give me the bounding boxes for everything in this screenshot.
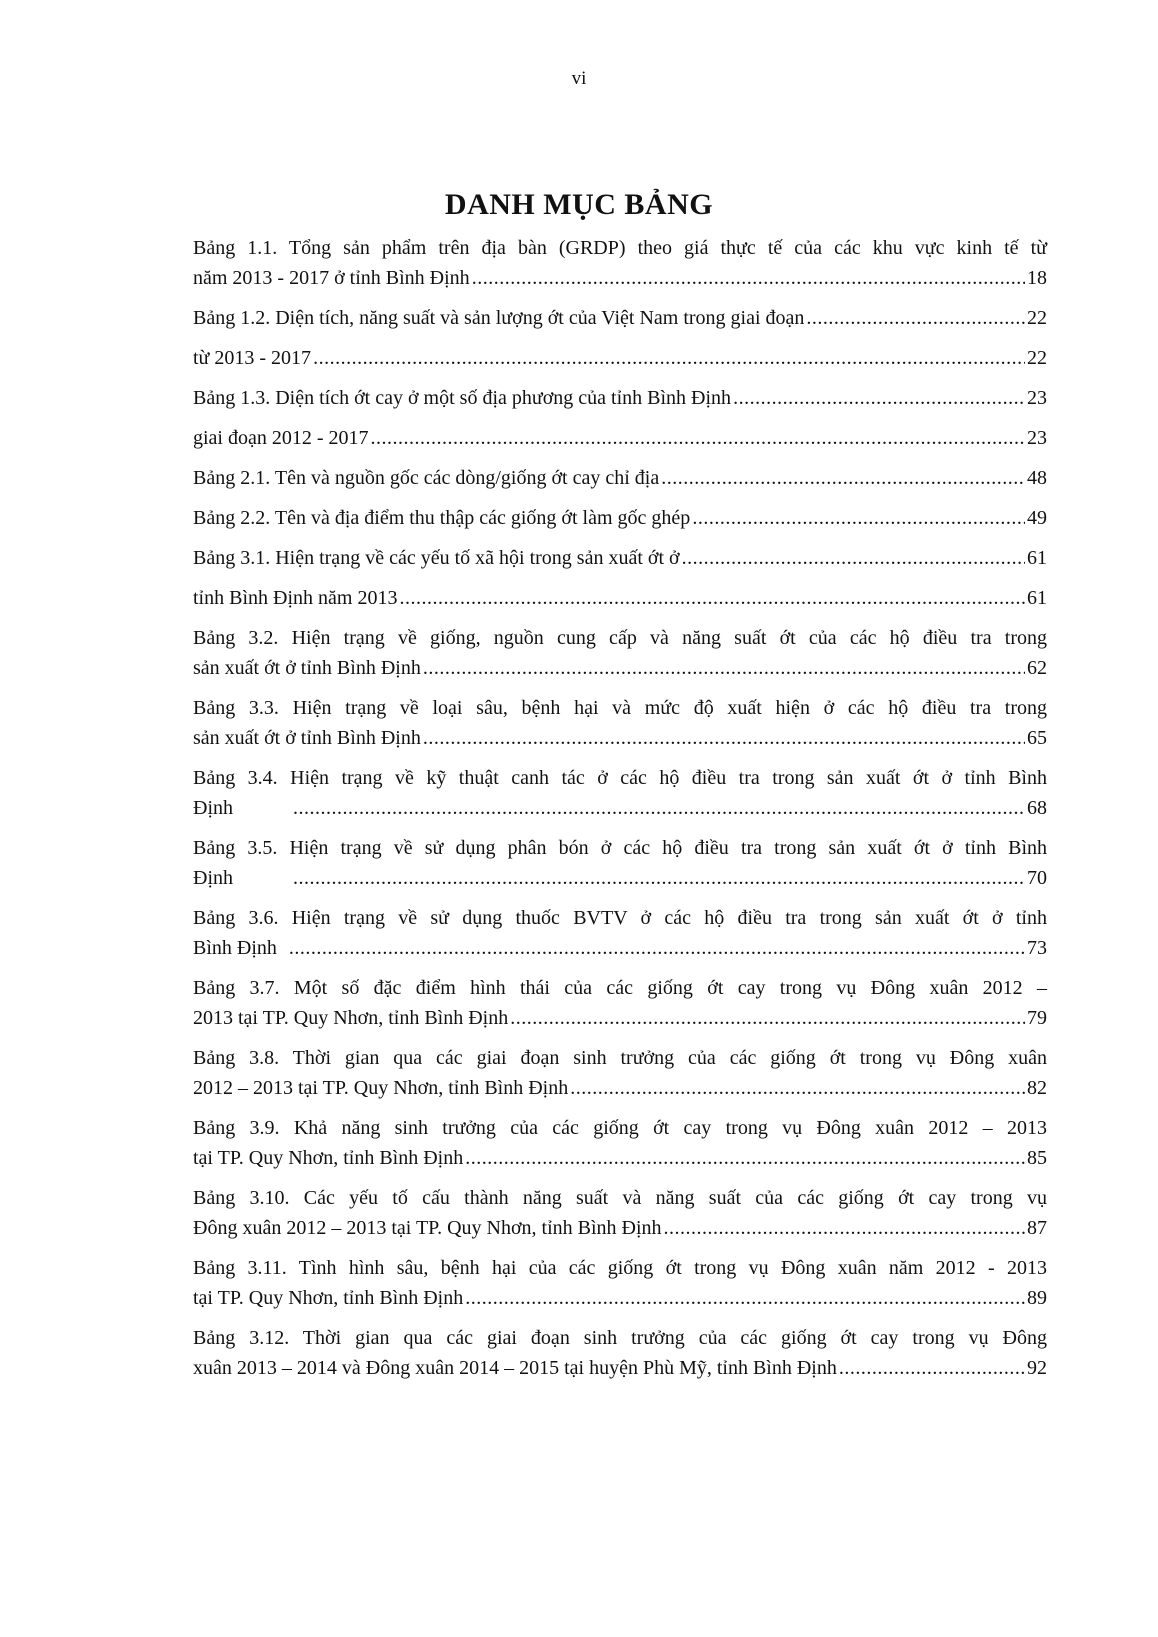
toc-entry-page: 92 <box>1027 1357 1047 1379</box>
toc-entry-page: 48 <box>1027 467 1047 489</box>
toc-entry-page: 22 <box>1027 347 1047 369</box>
toc-entry-title: Bảng 3.10. Các yếu tố cấu thành năng suất và năng suất của các giống ớt cay trong vụ <box>193 1187 1047 1209</box>
toc-entry-title: Bảng 3.3. Hiện trạng về loại sâu, bệnh hại và mức độ xuất hiện ở các hộ điều tra trong <box>193 697 1047 719</box>
toc-entry[interactable] <box>193 303 1047 333</box>
toc-entry-title: Bảng 1.2. Diện tích, năng suất và sản lượng ớt của Việt Nam trong giai đoạn <box>193 307 805 329</box>
toc-entry-page: 68 <box>1027 797 1047 819</box>
toc-entry-title: từ 2013 - 2017 <box>193 347 312 369</box>
toc-entry-page: 61 <box>1027 587 1047 609</box>
toc-entry-page: 22 <box>1027 307 1047 329</box>
toc-entry[interactable] <box>193 503 1047 533</box>
toc-entry-title-cont: 2012 – 2013 tại TP. Quy Nhơn, tỉnh Bình Định <box>193 1077 569 1099</box>
toc-entry-page: 85 <box>1027 1147 1047 1169</box>
toc-entry-title: giai đoạn 2012 - 2017 <box>193 427 369 449</box>
toc-entry-title: Bảng 3.5. Hiện trạng về sử dụng phân bón ở các hộ điều tra trong sản xuất ớt ở tỉnh Bình <box>193 837 1047 859</box>
toc-entry[interactable] <box>193 1253 1047 1313</box>
page-title: DANH MỤC BẢNG <box>444 188 714 221</box>
toc-entry[interactable] <box>193 623 1047 683</box>
toc-entry[interactable] <box>193 693 1047 753</box>
toc-entry[interactable] <box>193 543 1047 573</box>
toc-entry[interactable] <box>193 1323 1047 1383</box>
toc-entry-page: 89 <box>1027 1287 1047 1309</box>
toc-entry-title-cont: sản xuất ớt ở tỉnh Bình Định <box>193 657 421 679</box>
toc-entry-title: Bảng 1.1. Tổng sản phẩm trên địa bàn (GRDP) theo giá thực tế của các khu vực kinh tế từ <box>193 237 1047 259</box>
toc-entry[interactable] <box>193 463 1047 493</box>
toc-entry-page: 61 <box>1027 547 1047 569</box>
toc-entry[interactable] <box>193 343 1047 373</box>
toc-entry-page: 65 <box>1027 727 1047 749</box>
toc-entry[interactable] <box>193 763 1047 823</box>
toc-entry[interactable] <box>193 833 1047 893</box>
toc-entry[interactable] <box>193 383 1047 413</box>
toc-entry-title-cont: 2013 tại TP. Quy Nhơn, tỉnh Bình Định <box>193 1007 509 1029</box>
toc-entry-page: 62 <box>1027 657 1047 679</box>
toc-entry-page: 18 <box>1027 267 1047 289</box>
toc-entry-title-cont: tại TP. Quy Nhơn, tỉnh Bình Định <box>193 1147 464 1169</box>
toc-entry-title-cont: tại TP. Quy Nhơn, tỉnh Bình Định <box>193 1287 464 1309</box>
toc-entry-title: Bảng 3.6. Hiện trạng về sử dụng thuốc BVTV ở các hộ điều tra trong sản xuất ớt ở tỉnh <box>193 907 1047 929</box>
page-number: vi <box>571 68 587 89</box>
toc-entry-title: Bảng 3.1. Hiện trạng về các yếu tố xã hội trong sản xuất ớt ở <box>193 547 680 569</box>
toc-entry[interactable] <box>193 903 1047 963</box>
toc-entry-title: Bảng 1.3. Diện tích ớt cay ở một số địa phương của tỉnh Bình Định <box>193 387 732 409</box>
toc-entry-title-cont: xuân 2013 – 2014 và Đông xuân 2014 – 2015 tại huyện Phù Mỹ, tỉnh Bình Định <box>193 1357 837 1379</box>
toc-entry-page: 87 <box>1027 1217 1047 1239</box>
toc-entry[interactable] <box>193 1183 1047 1243</box>
toc-entry-page: 23 <box>1027 387 1047 409</box>
toc-entry[interactable] <box>193 1113 1047 1173</box>
toc-entry-title-cont: Bình Định <box>193 937 277 959</box>
toc-entry-page: 49 <box>1027 507 1047 529</box>
toc-entry-page: 79 <box>1027 1007 1047 1029</box>
toc-entry[interactable] <box>193 1043 1047 1103</box>
toc-entry-title-cont: Đông xuân 2012 – 2013 tại TP. Quy Nhơn, tỉnh Bình Định <box>193 1217 662 1239</box>
toc-entry[interactable] <box>193 973 1047 1033</box>
toc-entry-page: 82 <box>1027 1077 1047 1099</box>
toc-entry-title: tỉnh Bình Định năm 2013 <box>193 587 398 609</box>
toc-entry-page: 70 <box>1027 867 1047 889</box>
toc-entry-page: 73 <box>1027 937 1047 959</box>
toc-entry-title: Bảng 2.1. Tên và nguồn gốc các dòng/giống ớt cay chỉ địa <box>193 467 660 489</box>
toc-entry[interactable] <box>193 583 1047 613</box>
toc-entry-title-cont: Định <box>193 867 233 889</box>
toc-entry-title: Bảng 3.2. Hiện trạng về giống, nguồn cung cấp và năng suất ớt của các hộ điều tra trong <box>193 627 1047 649</box>
toc-entry-title-cont: Định <box>193 797 233 819</box>
toc-entry-title: Bảng 3.9. Khả năng sinh trưởng của các giống ớt cay trong vụ Đông xuân 2012 – 2013 <box>193 1117 1047 1139</box>
toc-entry-title: Bảng 3.12. Thời gian qua các giai đoạn sinh trưởng của các giống ớt cay trong vụ Đông <box>193 1327 1047 1349</box>
toc-entry[interactable] <box>193 233 1047 293</box>
toc-entry-title: Bảng 3.11. Tình hình sâu, bệnh hại của các giống ớt trong vụ Đông xuân năm 2012 - 2013 <box>193 1257 1047 1279</box>
toc-entry[interactable] <box>193 423 1047 453</box>
toc-entry-page: 23 <box>1027 427 1047 449</box>
toc-entry-title: Bảng 3.7. Một số đặc điểm hình thái của các giống ớt cay trong vụ Đông xuân 2012 – <box>193 977 1047 999</box>
toc-entry-title: Bảng 2.2. Tên và địa điểm thu thập các giống ớt làm gốc ghép <box>193 507 691 529</box>
toc-entry-title-cont: sản xuất ớt ở tỉnh Bình Định <box>193 727 421 749</box>
toc-entry-title: Bảng 3.4. Hiện trạng về kỹ thuật canh tác ở các hộ điều tra trong sản xuất ớt ở tỉnh Bình <box>193 767 1047 789</box>
toc-entry-title-cont: năm 2013 - 2017 ở tỉnh Bình Định <box>193 267 470 289</box>
toc-entry-title: Bảng 3.8. Thời gian qua các giai đoạn sinh trưởng của các giống ớt trong vụ Đông xuân <box>193 1047 1047 1069</box>
table-of-contents <box>193 233 1047 1383</box>
